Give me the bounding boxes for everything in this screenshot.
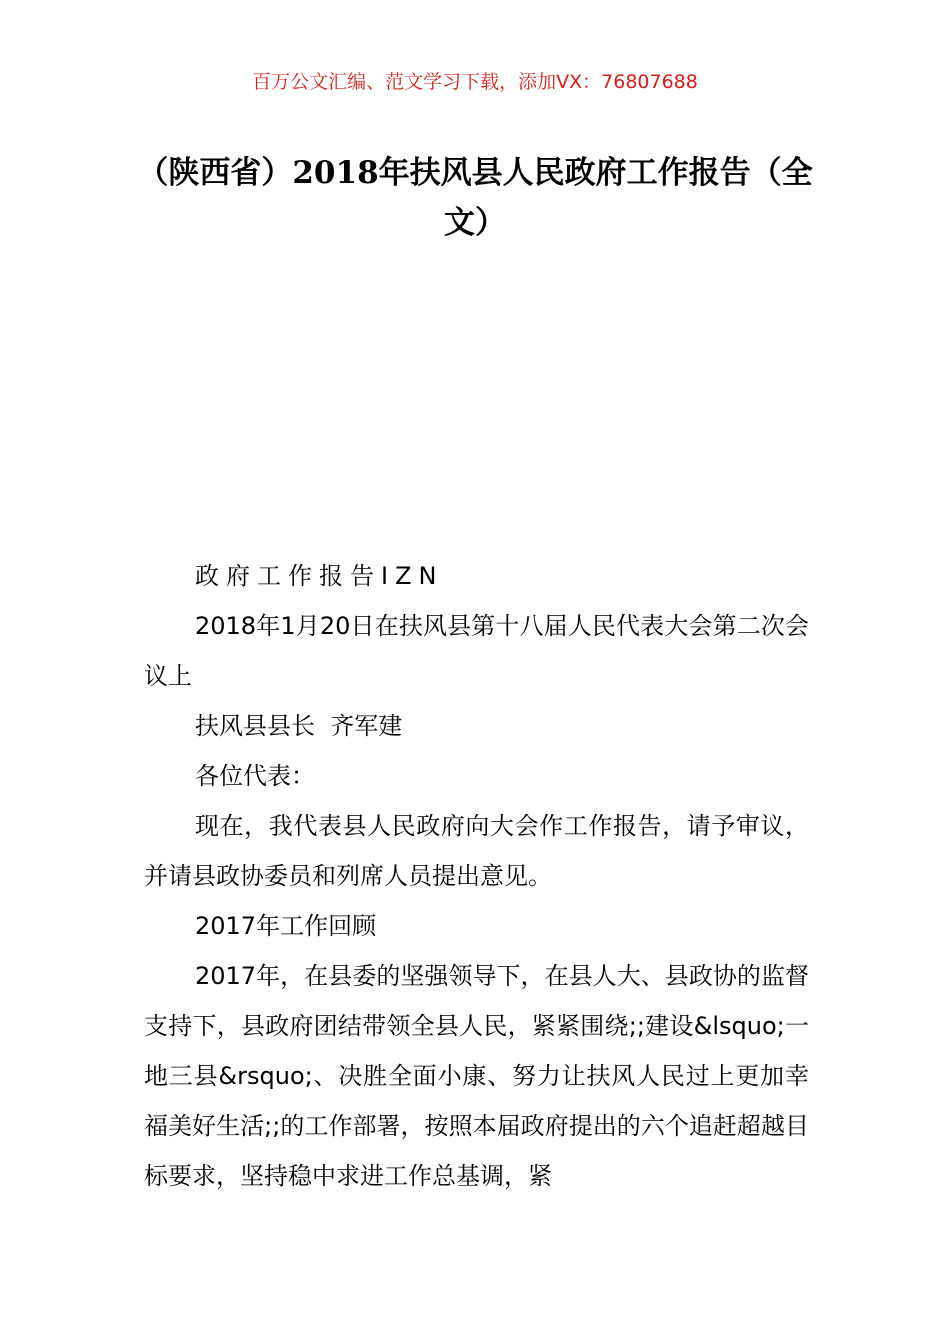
section-heading: 2017年工作回顾 — [195, 912, 377, 940]
meeting-info: 2018年1月20日在扶风县第十八届人民代表大会第二次会议上 — [144, 612, 809, 690]
header-note: 百万公文汇编、范文学习下载，添加VX：76807688 — [252, 71, 698, 93]
speaker-line: 扶风县县长 齐军建 — [195, 712, 403, 740]
salutation: 各位代表： — [195, 762, 315, 790]
document-body — [144, 551, 809, 1201]
review-paragraph: 2017年，在县委的坚强领导下，在县人大、县政协的监督支持下，县政府团结带领全县人民，紧紧围绕;;建设&lsquo;一地三县&rsquo;、决胜全面小康、努力让扶风人民过上更加幸福美好生活;;的工作部署，按照本届政府提出的六个追赶超越目标要求，坚持稳中求进工作总基调，紧 — [144, 962, 809, 1190]
report-label: 政府工作报告IZN — [195, 562, 444, 590]
document-title: （陕西省）2018年扶风县人民政府工作报告（全文） — [137, 155, 813, 241]
intro-paragraph: 现在，我代表县人民政府向大会作工作报告，请予审议，并请县政协委员和列席人员提出意见。 — [144, 812, 809, 890]
